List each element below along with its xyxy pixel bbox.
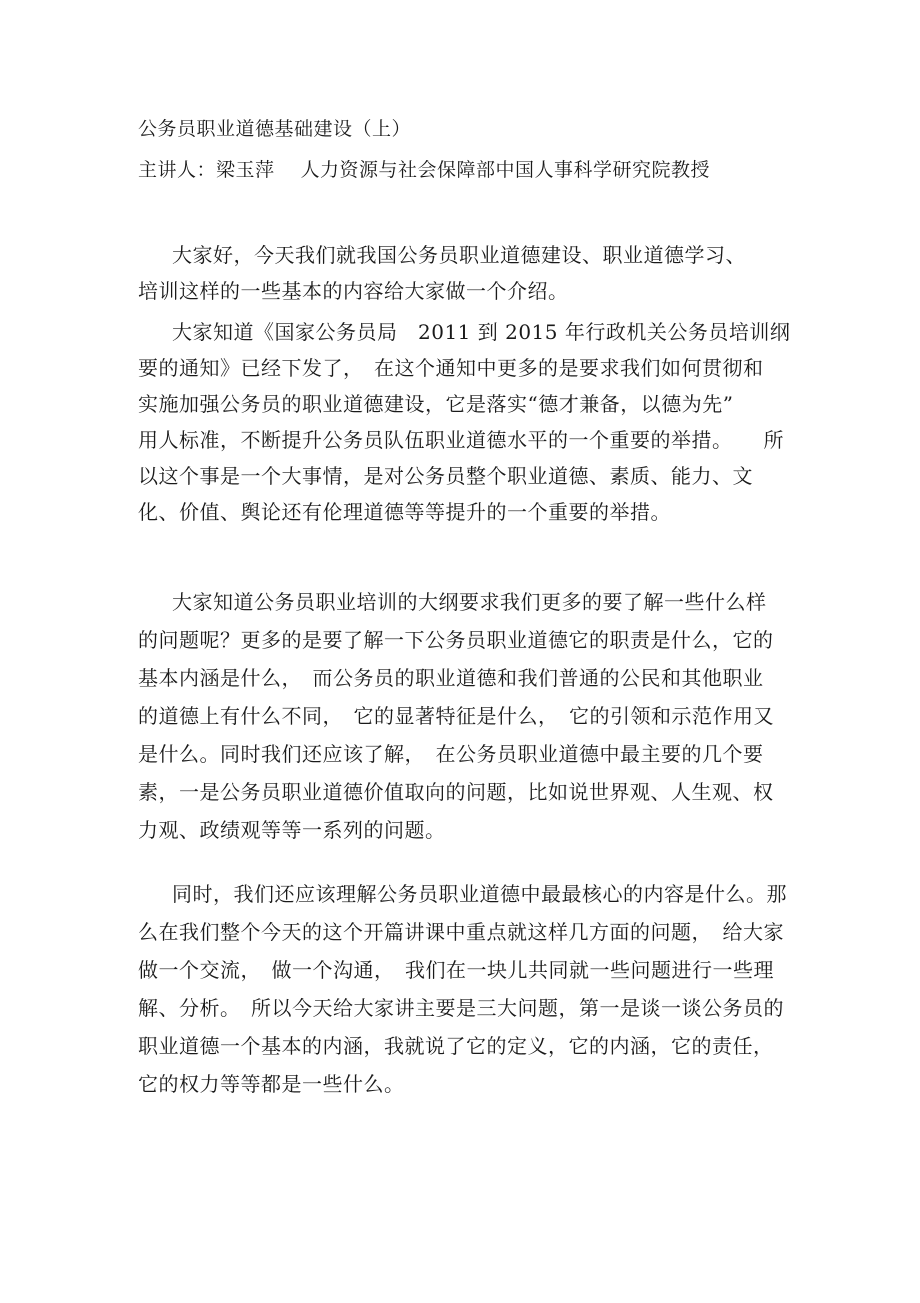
paragraph-line: 的问题呢？更多的是要了解一下公务员职业道德它的职责是什么，它的 <box>138 628 774 652</box>
paragraph-line: 做一个交流， 做一个沟通， 我们在一块儿共同就一些问题进行一些理 <box>138 958 774 982</box>
paragraph-line: 实施加强公务员的职业道德建设，它是落实“德才兼备，以德为先” <box>138 392 734 416</box>
paragraph-line: 要的通知》已经下发了， 在这个通知中更多的是要求我们如何贯彻和 <box>138 356 764 380</box>
paragraph-line: 解、分析。 所以今天给大家讲主要是三大问题，第一是谈一谈公务员的 <box>138 996 784 1020</box>
paragraph-line: 大家知道公务员职业培训的大纲要求我们更多的要了解一些什么样 <box>172 590 767 614</box>
paragraph-line: 化、价值、舆论还有伦理道德等等提升的一个重要的举措。 <box>138 500 671 524</box>
document-title: 公务员职业道德基础建设（上） <box>138 118 412 140</box>
paragraph-line: 培训这样的一些基本的内容给大家做一个介绍。 <box>138 279 569 303</box>
paragraph-line: 以这个事是一个大事情，是对公务员整个职业道德、素质、能力、文 <box>138 464 753 488</box>
paragraph-line: 职业道德一个基本的内涵，我就说了它的定义，它的内涵，它的责任， <box>138 1034 774 1058</box>
paragraph-line: 同时，我们还应该理解公务员职业道德中最最核心的内容是什么。那 <box>172 882 787 906</box>
paragraph-line: 力观、政绩观等等一系列的问题。 <box>138 818 446 842</box>
paragraph-line: 的道德上有什么不同， 它的显著特征是什么， 它的引领和示范作用又 <box>138 704 774 728</box>
paragraph-line: 基本内涵是什么， 而公务员的职业道德和我们普通的公民和其他职业 <box>138 666 764 690</box>
paragraph-line: 大家好，今天我们就我国公务员职业道德建设、职业道德学习、 <box>172 243 746 267</box>
paragraph-line: 它的权力等等都是一些什么。 <box>138 1072 405 1096</box>
paragraph-line: 是什么。同时我们还应该了解， 在公务员职业道德中最主要的几个要 <box>138 742 764 766</box>
paragraph-line: 素，一是公务员职业道德价值取向的问题，比如说世界观、人生观、权 <box>138 780 774 804</box>
paragraph-line: 么在我们整个今天的这个开篇讲课中重点就这样几方面的问题， 给大家 <box>138 920 784 944</box>
paragraph-line: 用人标准，不断提升公务员队伍职业道德水平的一个重要的举措。 所 <box>138 428 784 452</box>
paragraph-line: 大家知道《国家公务员局 2011 到 2015 年行政机关公务员培训纲 <box>172 320 791 344</box>
speaker-line: 主讲人：梁玉萍 人力资源与社会保障部中国人事科学研究院教授 <box>138 159 711 181</box>
